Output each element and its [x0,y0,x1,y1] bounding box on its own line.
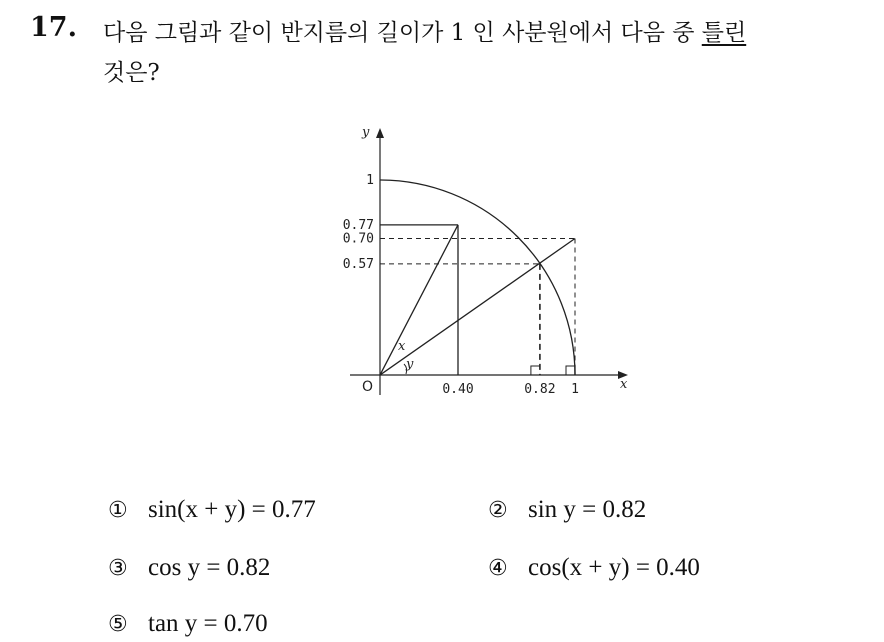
angle-label-x: x [398,339,406,354]
choice-number: ④ [488,556,508,581]
choice-4[interactable] [488,554,700,582]
choice-1[interactable] [108,496,316,524]
question-number: 17. [30,12,77,43]
right-angle-marker-082 [531,366,540,375]
choice-expression: cos(x + y) = 0.40 [528,554,700,581]
choice-expression: sin y = 0.82 [528,496,647,523]
quarter-circle-arc [380,180,575,375]
right-angle-marker-1 [566,366,575,375]
y-tick-label: 0.77 [342,217,374,233]
x-axis-label: x [620,377,628,392]
radius-line-oa [380,225,458,375]
quarter-circle-figure [300,110,640,410]
choice-number: ⑤ [108,612,128,637]
angle-label-y: y [406,357,414,372]
tangent-ray-oc [380,239,575,376]
choice-expression: tan y = 0.70 [148,610,268,637]
origin-label: O [362,379,374,395]
question-text-main: 다음 그림과 같이 반지름의 길이가 1 인 사분원에서 다음 중 [103,20,702,46]
choice-expression: cos y = 0.82 [148,554,271,581]
y-tick-label: 0.57 [342,256,374,272]
choice-3[interactable] [108,554,270,582]
y-axis-arrow-icon [376,128,384,138]
choice-2[interactable] [488,496,646,524]
y-tick-label: 0.70 [342,231,374,247]
question-emphasis: 틀린 [701,20,747,46]
question-text-line1 [103,14,746,47]
question-text-line2: 것은? [103,60,160,86]
x-tick-label: 0.82 [524,382,556,397]
y-tick-label: 1 [366,173,374,188]
x-tick-label: 1 [571,382,579,397]
choice-number: ② [488,498,508,523]
x-tick-label: 0.40 [442,382,474,397]
choice-5[interactable] [108,610,268,638]
choice-expression: sin(x + y) = 0.77 [148,496,316,523]
choice-number: ③ [108,556,128,581]
choice-number: ① [108,498,128,523]
y-axis-label: y [362,125,370,140]
